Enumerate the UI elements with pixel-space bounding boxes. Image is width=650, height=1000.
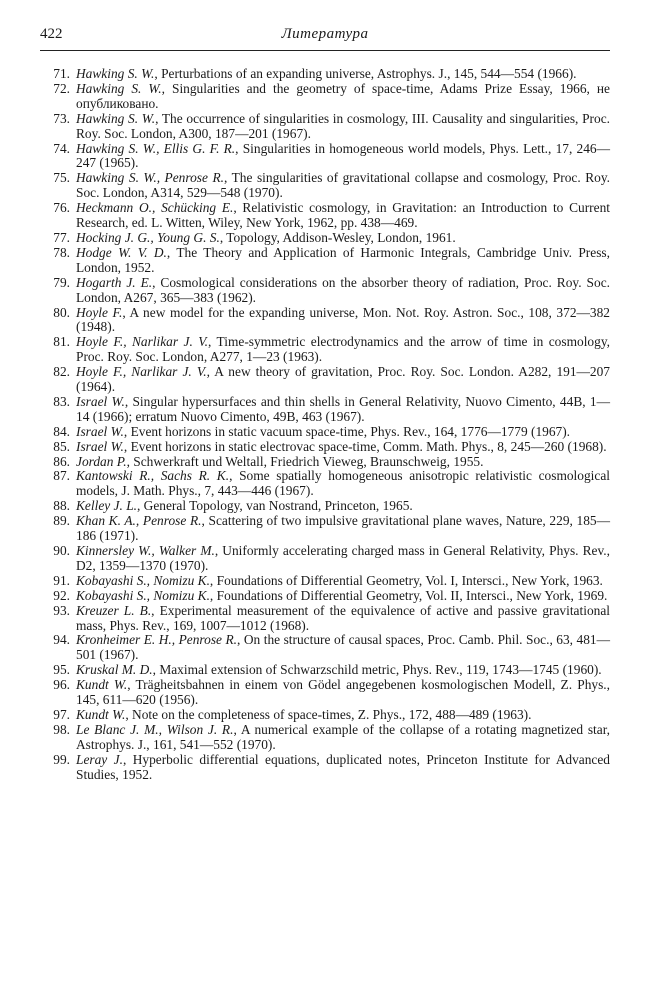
reference-text: , Hyperbolic differential equations, duplicated notes, Princeton Institute for Advanced Studies, 1952. <box>76 751 610 782</box>
reference-text: , Singularities and the geometry of space-time, Adams Prize Essay, 1966, не опубликовано. <box>76 80 610 111</box>
reference-authors: Le Blanc J. M., Wilson J. R. <box>76 721 234 737</box>
reference-authors: Hocking J. G., Young G. S. <box>76 229 220 245</box>
page-header <box>40 26 610 51</box>
reference-entry <box>52 425 610 440</box>
reference-authors: Hoyle F. <box>76 304 123 320</box>
reference-entry <box>52 306 610 336</box>
reference-entry <box>52 678 610 708</box>
reference-text: , Topology, Addison-Wesley, London, 1961. <box>219 229 456 245</box>
reference-authors: Kelley J. L. <box>76 498 137 514</box>
reference-number: 80. <box>53 304 70 320</box>
reference-number: 72. <box>53 80 70 96</box>
reference-entry <box>52 231 610 246</box>
reference-text: , Maximal extension of Schwarzschild metric, Phys. Rev., 119, 1743—1745 (1960). <box>152 662 602 678</box>
reference-authors: Kronheimer E. H., Penrose R. <box>76 632 238 648</box>
reference-entry <box>52 469 610 499</box>
reference-entry <box>52 604 610 634</box>
reference-entry <box>52 201 610 231</box>
reference-number: 99. <box>53 751 70 767</box>
reference-number: 81. <box>53 334 70 350</box>
reference-entry <box>52 67 610 82</box>
reference-authors: Kreuzer L. B. <box>76 602 152 618</box>
reference-authors: Kundt W. <box>76 706 126 722</box>
reference-text: , A numerical example of the collapse of a rotating magnetized star, Astrophys. J., 161, 541—552 (1970). <box>76 721 610 752</box>
reference-authors: Leray J. <box>76 751 123 767</box>
reference-authors: Kruskal M. D. <box>76 662 153 678</box>
reference-entry <box>52 753 610 783</box>
reference-text: , Foundations of Differential Geometry, Vol. I, Intersci., New York, 1963. <box>209 572 603 588</box>
reference-number: 76. <box>53 200 70 216</box>
reference-number: 74. <box>53 140 70 156</box>
reference-number: 75. <box>53 170 70 186</box>
reference-number: 91. <box>53 572 70 588</box>
reference-number: 90. <box>53 543 70 558</box>
reference-number: 84. <box>53 423 70 439</box>
reference-text: , The Theory and Application of Harmonic Integrals, Cambridge Univ. Press, London, 1952. <box>76 244 610 275</box>
reference-number: 87. <box>53 468 70 484</box>
reference-number: 98. <box>53 721 70 737</box>
reference-entry <box>52 82 610 112</box>
reference-authors: Israel W. <box>76 423 124 439</box>
reference-authors: Kundt W. <box>76 677 128 693</box>
reference-entry <box>52 112 610 142</box>
reference-number: 71. <box>53 66 70 81</box>
reference-text: , Scattering of two impulsive gravitational plane waves, Nature, 229, 185—186 (1971). <box>76 513 610 544</box>
reference-text: , Some spatially homogeneous anisotropic relativistic cosmological models, J. Math. Phys., 7, 443—446 (1967). <box>76 468 610 499</box>
reference-entry <box>52 171 610 201</box>
reference-number: 97. <box>53 706 70 722</box>
reference-authors: Kobayashi S., Nomizu K. <box>76 572 210 588</box>
reference-text: , Time-symmetric electrodynamics and the arrow of time in cosmology, Proc. Roy. Soc. London, A277, 1—23 (1963). <box>76 334 610 365</box>
reference-authors: Hawking S. W. <box>76 66 155 81</box>
reference-entry <box>52 589 610 604</box>
reference-text: , Event horizons in static electrovac space-time, Comm. Math. Phys., 8, 245—260 (1968). <box>123 438 607 454</box>
reference-number: 77. <box>53 229 70 245</box>
reference-entry <box>52 544 610 574</box>
reference-number: 96. <box>53 677 70 693</box>
reference-entry <box>52 574 610 589</box>
reference-authors: Israel W. <box>76 393 125 409</box>
reference-number: 95. <box>53 662 70 678</box>
reference-text: , Schwerkraft und Weltall, Friedrich Vieweg, Braunschweig, 1955. <box>126 453 484 469</box>
reference-authors: Jordan P. <box>76 453 127 469</box>
reference-text: , Cosmological considerations on the absorber theory of radiation, Proc. Roy. Soc. London, A267, 365—383 (1962). <box>76 274 610 305</box>
reference-entry <box>52 276 610 306</box>
reference-entry <box>52 142 610 172</box>
reference-number: 78. <box>53 244 70 260</box>
running-title: Литература <box>281 26 369 42</box>
reference-number: 85. <box>53 438 70 454</box>
reference-text: , Event horizons in static vacuum space-time, Phys. Rev., 164, 1776—1779 (1967). <box>123 423 571 439</box>
reference-number: 86. <box>53 453 70 469</box>
reference-authors: Israel W. <box>76 438 124 454</box>
reference-authors: Hoyle F., Narlikar J. V. <box>76 334 209 350</box>
reference-text: , Singular hypersurfaces and thin shells in General Relativity, Nuovo Cimento, 44B, 1—14 (1966); erratum Nuovo Cimento, 49B, 463 (1967). <box>76 393 610 424</box>
reference-number: 93. <box>53 602 70 618</box>
reference-entry <box>52 499 610 514</box>
reference-authors: Hawking S. W., Ellis G. F. R. <box>76 140 236 156</box>
reference-entry <box>52 365 610 395</box>
reference-number: 88. <box>53 498 70 514</box>
reference-entry <box>52 633 610 663</box>
reference-text: , Note on the completeness of space-times, Z. Phys., 172, 488—489 (1963). <box>125 706 532 722</box>
reference-number: 89. <box>53 513 70 529</box>
reference-authors: Hodge W. V. D. <box>76 244 167 260</box>
reference-text: , The occurrence of singularities in cosmology, III. Causality and singularities, Proc. Roy. Soc. London, A300, 187—201 (1967). <box>76 110 610 141</box>
reference-text: , A new theory of gravitation, Proc. Roy. Soc. London. A282, 191—207 (1964). <box>76 364 611 395</box>
reference-text: , Uniformly accelerating charged mass in General Relativity, Phys. Rev., D2, 1359—1370 (1970). <box>76 543 611 573</box>
reference-text: , General Topology, van Nostrand, Princeton, 1965. <box>136 498 413 514</box>
reference-text: , Trägheitsbahnen in einem von Gödel angegebenen kosmologischen Modell, Z. Phys., 145, 611—620 (1956). <box>76 677 610 708</box>
reference-text: , Experimental measurement of the equivalence of active and passive gravitational mass, Phys. Rev., 169, 1007—1012 (1968). <box>76 602 611 633</box>
reference-entry <box>52 723 610 753</box>
reference-number: 92. <box>53 587 70 603</box>
reference-authors: Hoyle F., Narlikar J. V. <box>76 364 207 380</box>
reference-number: 79. <box>53 274 70 290</box>
reference-authors: Kantowski R., Sachs R. K. <box>76 468 230 484</box>
reference-entry <box>52 663 610 678</box>
reference-authors: Hawking S. W., Penrose R. <box>76 170 224 186</box>
reference-text: , A new model for the expanding universe, Mon. Not. Roy. Astron. Soc., 108, 372—382 (1948). <box>76 304 610 335</box>
reference-text: , On the structure of causal spaces, Proc. Camb. Phil. Soc., 63, 481—501 (1967). <box>76 632 610 663</box>
reference-entry <box>52 514 610 544</box>
reference-number: 73. <box>53 110 70 126</box>
reference-number: 82. <box>53 364 70 380</box>
reference-authors: Hawking S. W. <box>76 110 156 126</box>
reference-number: 94. <box>53 632 70 648</box>
reference-list <box>52 67 610 783</box>
reference-authors: Kinnersley W., Walker M. <box>76 543 215 558</box>
reference-entry <box>52 440 610 455</box>
reference-number: 83. <box>53 393 70 409</box>
reference-authors: Kobayashi S., Nomizu K. <box>76 587 210 603</box>
reference-entry <box>52 335 610 365</box>
reference-text: , Relativistic cosmology, in Gravitation: an Introduction to Current Research, ed. L. Witten, Wiley, New York, 1962, pp. 438—469. <box>76 200 610 231</box>
reference-text: , Foundations of Differential Geometry, Vol. II, Intersci., New York, 1969. <box>209 587 608 603</box>
reference-text: , Singularities in homogeneous world models, Phys. Lett., 17, 246—247 (1965). <box>76 140 610 171</box>
reference-text: , The singularities of gravitational collapse and cosmology, Proc. Roy. Soc. London, A314, 529—548 (1970). <box>76 170 610 201</box>
page-number: 422 <box>40 26 63 42</box>
reference-authors: Khan K. A., Penrose R. <box>76 513 202 529</box>
reference-entry <box>52 395 610 425</box>
reference-entry <box>52 708 610 723</box>
reference-authors: Heckmann O., Schücking E. <box>76 200 234 216</box>
reference-authors: Hawking S. W. <box>76 80 162 96</box>
reference-text: , Perturbations of an expanding universe, Astrophys. J., 145, 544—554 (1966). <box>154 66 577 81</box>
reference-entry <box>52 246 610 276</box>
reference-entry <box>52 455 610 470</box>
reference-authors: Hogarth J. E. <box>76 274 153 290</box>
